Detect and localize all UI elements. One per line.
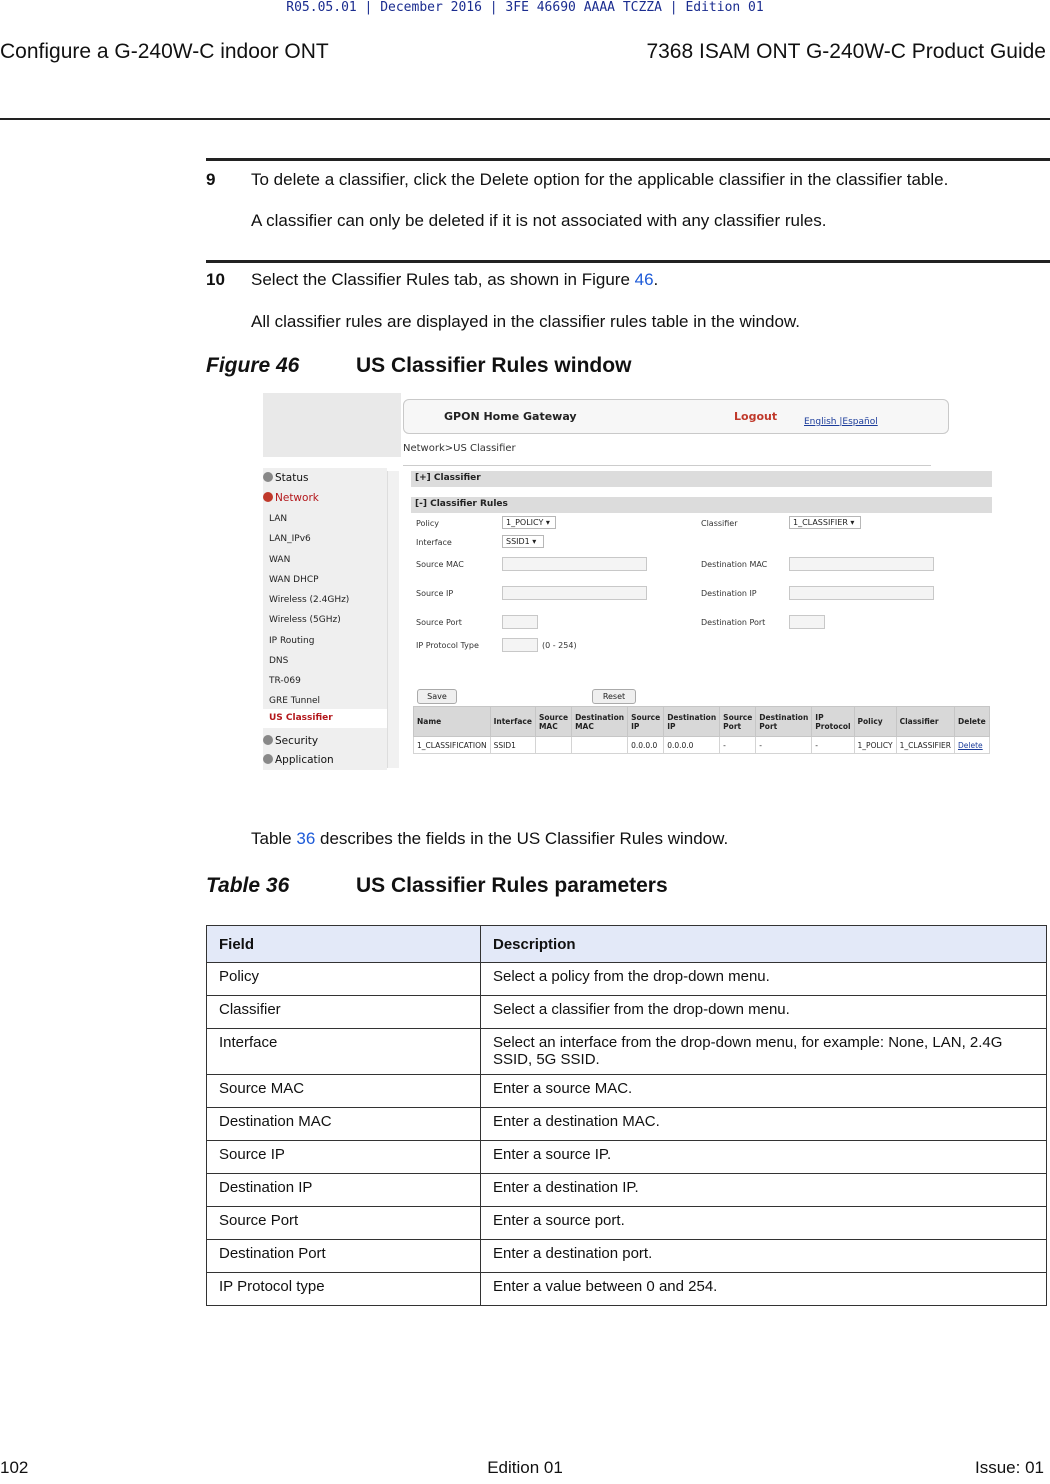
table-intro (251, 829, 728, 849)
ip-protocol-input[interactable] (502, 638, 538, 652)
classifier-select[interactable]: 1_CLASSIFIER ▾ (789, 516, 861, 529)
classifier-label: Classifier (701, 519, 738, 528)
table-cell: 1_POLICY (854, 737, 896, 754)
sidebar-item-application[interactable] (263, 754, 334, 766)
figure-link[interactable]: 46 (634, 270, 654, 289)
table-cell: 1_CLASSIFICATION (414, 737, 491, 754)
description-header: Description (481, 926, 1047, 963)
sidebar-item-network[interactable] (263, 492, 319, 504)
description-cell: Select a policy from the drop-down menu. (481, 963, 1047, 996)
reset-button[interactable]: Reset (592, 689, 636, 704)
source-port-input[interactable] (502, 615, 538, 629)
classifier-rules-screenshot (263, 393, 992, 773)
source-mac-label: Source MAC (416, 560, 464, 569)
table-title: US Classifier Rules parameters (356, 874, 668, 897)
table-cell (535, 737, 571, 754)
table-cell: - (812, 737, 854, 754)
step-text-part: . (653, 270, 659, 289)
step-number: 10 (206, 270, 225, 289)
table-row (207, 1240, 1047, 1273)
description-cell: Enter a source port. (481, 1207, 1047, 1240)
section-title: [-] Classifier Rules (415, 499, 508, 509)
header-guide-title: 7368 ISAM ONT G-240W-C Product Guide (646, 40, 1046, 63)
column-header: Source Port (720, 707, 756, 737)
destination-ip-input[interactable] (789, 586, 934, 600)
table-row (207, 963, 1047, 996)
column-header: Destination MAC (572, 707, 628, 737)
column-header: Policy (854, 707, 896, 737)
interface-value: SSID1 (506, 537, 530, 546)
step-number: 9 (206, 170, 216, 189)
step-note: A classifier can only be deleted if it is not associated with any classifier rules. (251, 211, 827, 230)
sidebar-item-wan-dhcp[interactable]: WAN DHCP (269, 575, 319, 585)
destination-port-label: Destination Port (701, 618, 766, 627)
sidebar-item-status[interactable] (263, 472, 308, 484)
sidebar-item-label: US Classifier (269, 713, 333, 723)
plus-icon (263, 472, 273, 482)
table-row (207, 1273, 1047, 1306)
description-cell: Enter a destination IP. (481, 1174, 1047, 1207)
interface-label: Interface (416, 538, 452, 547)
language-links[interactable]: English |Español (804, 417, 878, 427)
source-ip-input[interactable] (502, 586, 647, 600)
header-chapter-title: Configure a G-240W-C indoor ONT (0, 40, 329, 63)
step-text: To delete a classifier, click the Delete option for the applicable classifier in the classifier table. (251, 170, 949, 189)
table-cell: SSID1 (490, 737, 535, 754)
sidebar-item-lan-ipv6[interactable]: LAN_IPv6 (269, 534, 311, 544)
intro-text-part: describes the fields in the US Classifier Rules window. (315, 829, 729, 848)
sidebar-item-dns[interactable]: DNS (269, 656, 289, 666)
plus-icon (263, 735, 273, 745)
column-header: Destination IP (664, 707, 720, 737)
classifier-rules-table (413, 706, 990, 754)
column-header: Classifier (896, 707, 954, 737)
table-cell: - (720, 737, 756, 754)
ip-protocol-hint: (0 - 254) (542, 641, 577, 650)
field-cell: Source IP (207, 1141, 481, 1174)
description-cell: Select a classifier from the drop-down menu. (481, 996, 1047, 1029)
classifier-rules-section-header[interactable] (411, 497, 992, 513)
classifier-section-header[interactable] (411, 471, 992, 487)
field-cell: Destination Port (207, 1240, 481, 1273)
table-cell: 1_CLASSIFIER (896, 737, 954, 754)
sidebar-item-gre-tunnel[interactable]: GRE Tunnel (269, 696, 321, 706)
classifier-value: 1_CLASSIFIER (793, 518, 848, 527)
figure-title: US Classifier Rules window (356, 354, 632, 377)
sidebar-item-label: Network (275, 492, 319, 504)
intro-text-part: Table (251, 829, 297, 848)
destination-ip-label: Destination IP (701, 589, 757, 598)
sidebar-scrollbar[interactable] (387, 471, 399, 768)
column-header: Name (414, 707, 491, 737)
field-cell: Source Port (207, 1207, 481, 1240)
plus-icon (263, 754, 273, 764)
sidebar-item-wireless-24[interactable]: Wireless (2.4GHz) (269, 595, 350, 605)
table-row (207, 1108, 1047, 1141)
table-cell (572, 737, 628, 754)
policy-select[interactable]: 1_POLICY ▾ (502, 516, 556, 529)
description-cell: Enter a destination MAC. (481, 1108, 1047, 1141)
table-row (207, 1141, 1047, 1174)
column-header: Source MAC (535, 707, 571, 737)
policy-label: Policy (416, 519, 440, 528)
sidebar-item-us-classifier[interactable] (263, 709, 387, 728)
table-header-row (207, 926, 1047, 963)
table-row (207, 1207, 1047, 1240)
step-text-part: Select the Classifier Rules tab, as shown in Figure (251, 270, 635, 289)
source-mac-input[interactable] (502, 557, 647, 571)
delete-link[interactable]: Delete (955, 737, 990, 754)
field-cell: Source MAC (207, 1075, 481, 1108)
table-row (414, 737, 990, 754)
figure-label: Figure 46 (206, 354, 300, 377)
field-cell: Destination MAC (207, 1108, 481, 1141)
description-cell: Select an interface from the drop-down menu, for example: None, LAN, 2.4G SSID, 5G SSID. (481, 1029, 1047, 1075)
ip-protocol-label: IP Protocol Type (416, 641, 479, 650)
step-note: All classifier rules are displayed in the classifier rules table in the window. (251, 312, 800, 331)
sidebar-item-security[interactable] (263, 735, 318, 747)
interface-select[interactable]: SSID1 ▾ (502, 535, 544, 548)
table-cell: - (756, 737, 812, 754)
sidebar-item-lan[interactable]: LAN (269, 514, 288, 524)
field-header: Field (207, 926, 481, 963)
field-cell: IP Protocol type (207, 1273, 481, 1306)
sidebar-item-label: Status (275, 472, 309, 484)
table-link[interactable]: 36 (296, 829, 316, 848)
table-row (207, 1029, 1047, 1075)
section-title: [+] Classifier (415, 473, 481, 483)
sidebar-item-label: Application (275, 754, 334, 766)
breadcrumb-divider (403, 465, 931, 466)
policy-value: 1_POLICY (506, 518, 544, 527)
column-header: IP Protocol (812, 707, 854, 737)
breadcrumb: Network>US Classifier (403, 443, 516, 454)
step-rule (206, 158, 1050, 161)
figure-caption (206, 354, 631, 378)
step-text (251, 270, 658, 290)
field-cell: Destination IP (207, 1174, 481, 1207)
sidebar-item-label: Security (275, 735, 319, 747)
table-label: Table 36 (206, 874, 290, 897)
table-row (207, 1174, 1047, 1207)
field-cell: Classifier (207, 996, 481, 1029)
footer-issue: Issue: 01 (975, 1458, 1044, 1477)
document-id: R05.05.01 | December 2016 | 3FE 46690 AAAA TCZZA | Edition 01 (286, 0, 764, 15)
destination-mac-input[interactable] (789, 557, 934, 571)
column-header: Destination Port (756, 707, 812, 737)
page-number: 102 (0, 1458, 29, 1477)
header-rule (0, 118, 1050, 120)
table-cell: 0.0.0.0 (664, 737, 720, 754)
column-header: Interface (490, 707, 535, 737)
destination-mac-label: Destination MAC (701, 560, 768, 569)
sidebar-item-wireless-5[interactable]: Wireless (5GHz) (269, 615, 341, 625)
description-cell: Enter a source MAC. (481, 1075, 1047, 1108)
table-row (207, 1075, 1047, 1108)
logout-link[interactable]: Logout (734, 410, 778, 423)
save-button[interactable]: Save (417, 689, 457, 704)
description-cell: Enter a source IP. (481, 1141, 1047, 1174)
description-cell: Enter a destination port. (481, 1240, 1047, 1273)
table-header-row (414, 707, 990, 737)
gateway-title: GPON Home Gateway (444, 410, 577, 423)
sidebar-header-area (263, 393, 401, 457)
field-cell: Interface (207, 1029, 481, 1075)
table-cell: 0.0.0.0 (628, 737, 664, 754)
destination-port-input[interactable] (789, 615, 825, 629)
source-port-label: Source Port (416, 618, 462, 627)
source-ip-label: Source IP (416, 589, 454, 598)
field-cell: Policy (207, 963, 481, 996)
minus-icon (263, 492, 273, 502)
gateway-top-bar (403, 399, 949, 434)
step-rule (206, 260, 1050, 263)
description-cell: Enter a value between 0 and 254. (481, 1273, 1047, 1306)
sidebar-item-tr069[interactable]: TR-069 (269, 676, 301, 686)
parameters-table (206, 925, 1047, 1306)
footer-edition: Edition 01 (487, 1458, 563, 1477)
table-row (207, 996, 1047, 1029)
table-caption (206, 874, 668, 898)
column-header: Delete (955, 707, 990, 737)
column-header: Source IP (628, 707, 664, 737)
sidebar-item-ip-routing[interactable]: IP Routing (269, 636, 315, 646)
sidebar-item-wan[interactable]: WAN (269, 555, 291, 565)
